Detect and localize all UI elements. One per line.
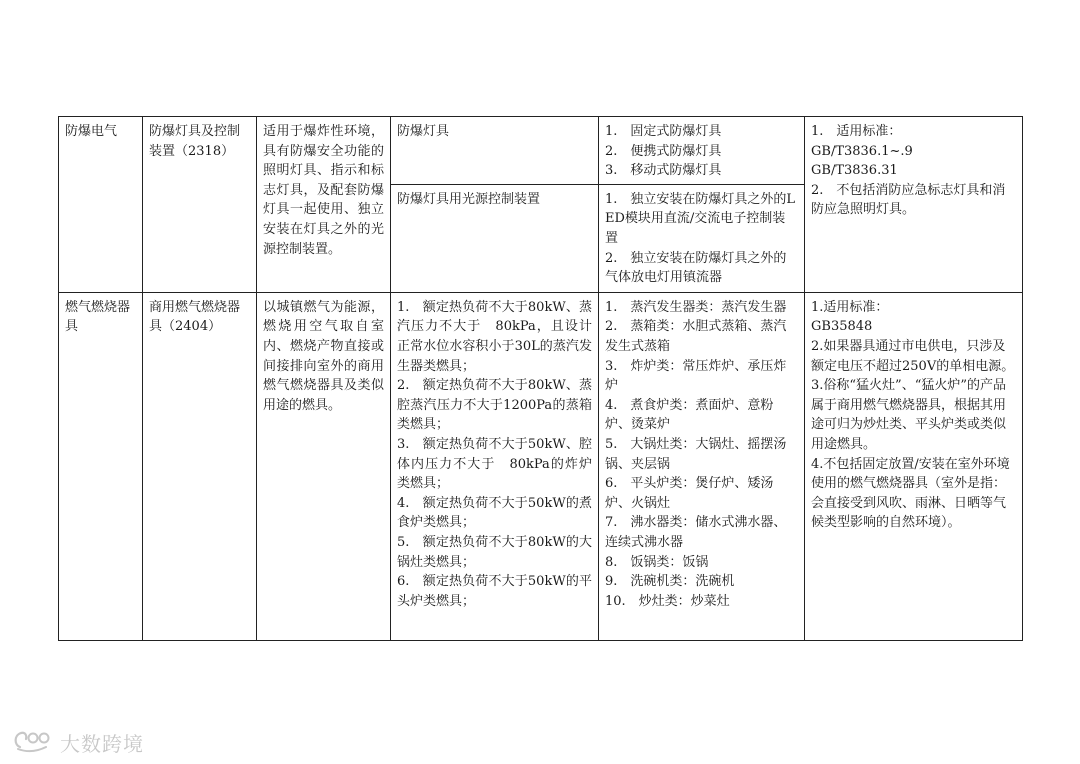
scope-text: 以城镇燃气为能源，燃烧用空气取自室内、燃烧产物直接或间接排向室外的商用燃气燃烧器具及类似用途的燃具。: [263, 299, 384, 413]
item-line: 8. 饭锅类：饭锅: [605, 554, 709, 570]
note-line: GB/T3836.1~.9: [811, 143, 913, 159]
category-cell: [59, 117, 143, 293]
item-line: 1. 蒸汽发生器类：蒸汽发生器: [605, 299, 787, 315]
subtype-text: 防爆灯具用光源控制装置: [397, 191, 541, 207]
limit-line: 2. 额定热负荷不大于80kW、蒸腔蒸汽压力不大于1200Pa的蒸箱类燃具；: [397, 378, 592, 433]
notes-cell: [805, 292, 1023, 640]
product-text: 商用燃气燃烧器具（2404）: [149, 299, 241, 335]
item-line: 4. 煮食炉类：煮面炉、意粉炉、烫菜炉: [605, 397, 774, 433]
note-line: 1.适用标准：: [811, 299, 889, 315]
product-text: 防爆灯具及控制装置（2318）: [149, 124, 241, 159]
scope-cell: [257, 117, 391, 293]
items-cell: [599, 184, 805, 292]
note-line: 1. 适用标准：: [811, 124, 902, 139]
limit-line: 3. 额定热负荷不大于50kW、腔体内压力不大于 80kPa的炸炉类燃具；: [397, 436, 592, 492]
item-line: 2. 蒸箱类：水胆式蒸箱、蒸汽发生式蒸箱: [605, 319, 787, 354]
note-line: 4.不包括固定放置/安装在室外环境使用的燃气燃烧器具（室外是指：会直接受到风吹、雨淋、日晒等气候类型影响的自然环境）。: [811, 456, 1010, 531]
item-line: 10. 炒灶类：炒菜灶: [605, 593, 730, 609]
category-cell: [59, 292, 143, 640]
subtype-cell: [391, 117, 599, 185]
limits-cell: [391, 292, 599, 640]
watermark-text: 大数跨境: [60, 731, 144, 756]
item-line: 3. 移动式防爆灯具: [605, 163, 722, 179]
limit-line: 1. 额定热负荷不大于80kW、蒸汽压力不大于 80kPa，且设计正常水位水容积小于30L的蒸汽发生器类燃具；: [397, 299, 592, 374]
subtype-text: 防爆灯具: [397, 124, 450, 139]
scope-text: 适用于爆炸性环境，具有防爆安全功能的照明灯具、指示和标志灯具，及配套防爆灯具一起使用、独立安装在灯具之外的光源控制装置。: [263, 124, 384, 257]
limit-line: 6. 额定热负荷不大于50kW的平头炉类燃具；: [397, 574, 592, 609]
limit-line: 5. 额定热负荷不大于80kW的大锅灶类燃具；: [397, 534, 592, 570]
brand-logo-icon: [12, 727, 56, 757]
note-line: GB35848: [811, 319, 873, 335]
item-line: 2. 独立安装在防爆灯具之外的气体放电灯用镇流器: [605, 250, 787, 286]
regulation-table: [58, 116, 1023, 641]
category-text: 防爆电气: [65, 124, 118, 139]
note-line: 3.俗称“猛火灶”、“猛火炉”的产品属于商用燃气燃烧器具，根据其用途可归为炒灶类、平头炉类或类似用途燃具。: [811, 378, 1007, 452]
items-cell: [599, 292, 805, 640]
note-line: 2.如果器具通过市电供电，只涉及额定电压不超过250V的单相电源。: [811, 338, 1015, 374]
note-line: GB/T3836.31: [811, 163, 898, 179]
category-text: 燃气燃烧器具: [65, 299, 131, 335]
items-cell: [599, 117, 805, 185]
item-line: 1. 独立安装在防爆灯具之外的LED模块用直流/交流电子控制装置: [605, 191, 796, 246]
watermark: [12, 728, 144, 756]
item-line: 7. 沸水器类：储水式沸水器、连续式沸水器: [605, 515, 787, 550]
item-line: 6. 平头炉类：煲仔炉、矮汤炉、火锅灶: [605, 476, 774, 511]
limit-line: 4. 额定热负荷不大于50kW的煮食炉类燃具；: [397, 495, 592, 531]
notes-cell: [805, 117, 1023, 293]
item-line: 1. 固定式防爆灯具: [605, 124, 722, 139]
item-line: 2. 便携式防爆灯具: [605, 143, 722, 159]
item-line: 9. 洗碗机类：洗碗机: [605, 574, 735, 590]
subtype-cell: [391, 184, 599, 292]
item-line: 5. 大锅灶类：大锅灶、摇摆汤锅、夹层锅: [605, 436, 787, 472]
table-row: [59, 117, 1023, 185]
scope-cell: [257, 292, 391, 640]
product-cell: [143, 292, 257, 640]
note-line: 2. 不包括消防应急标志灯具和消防应急照明灯具。: [811, 182, 1006, 218]
item-line: 3. 炸炉类：常压炸炉、承压炸炉: [605, 358, 787, 394]
product-cell: [143, 117, 257, 293]
table-row: [59, 292, 1023, 640]
